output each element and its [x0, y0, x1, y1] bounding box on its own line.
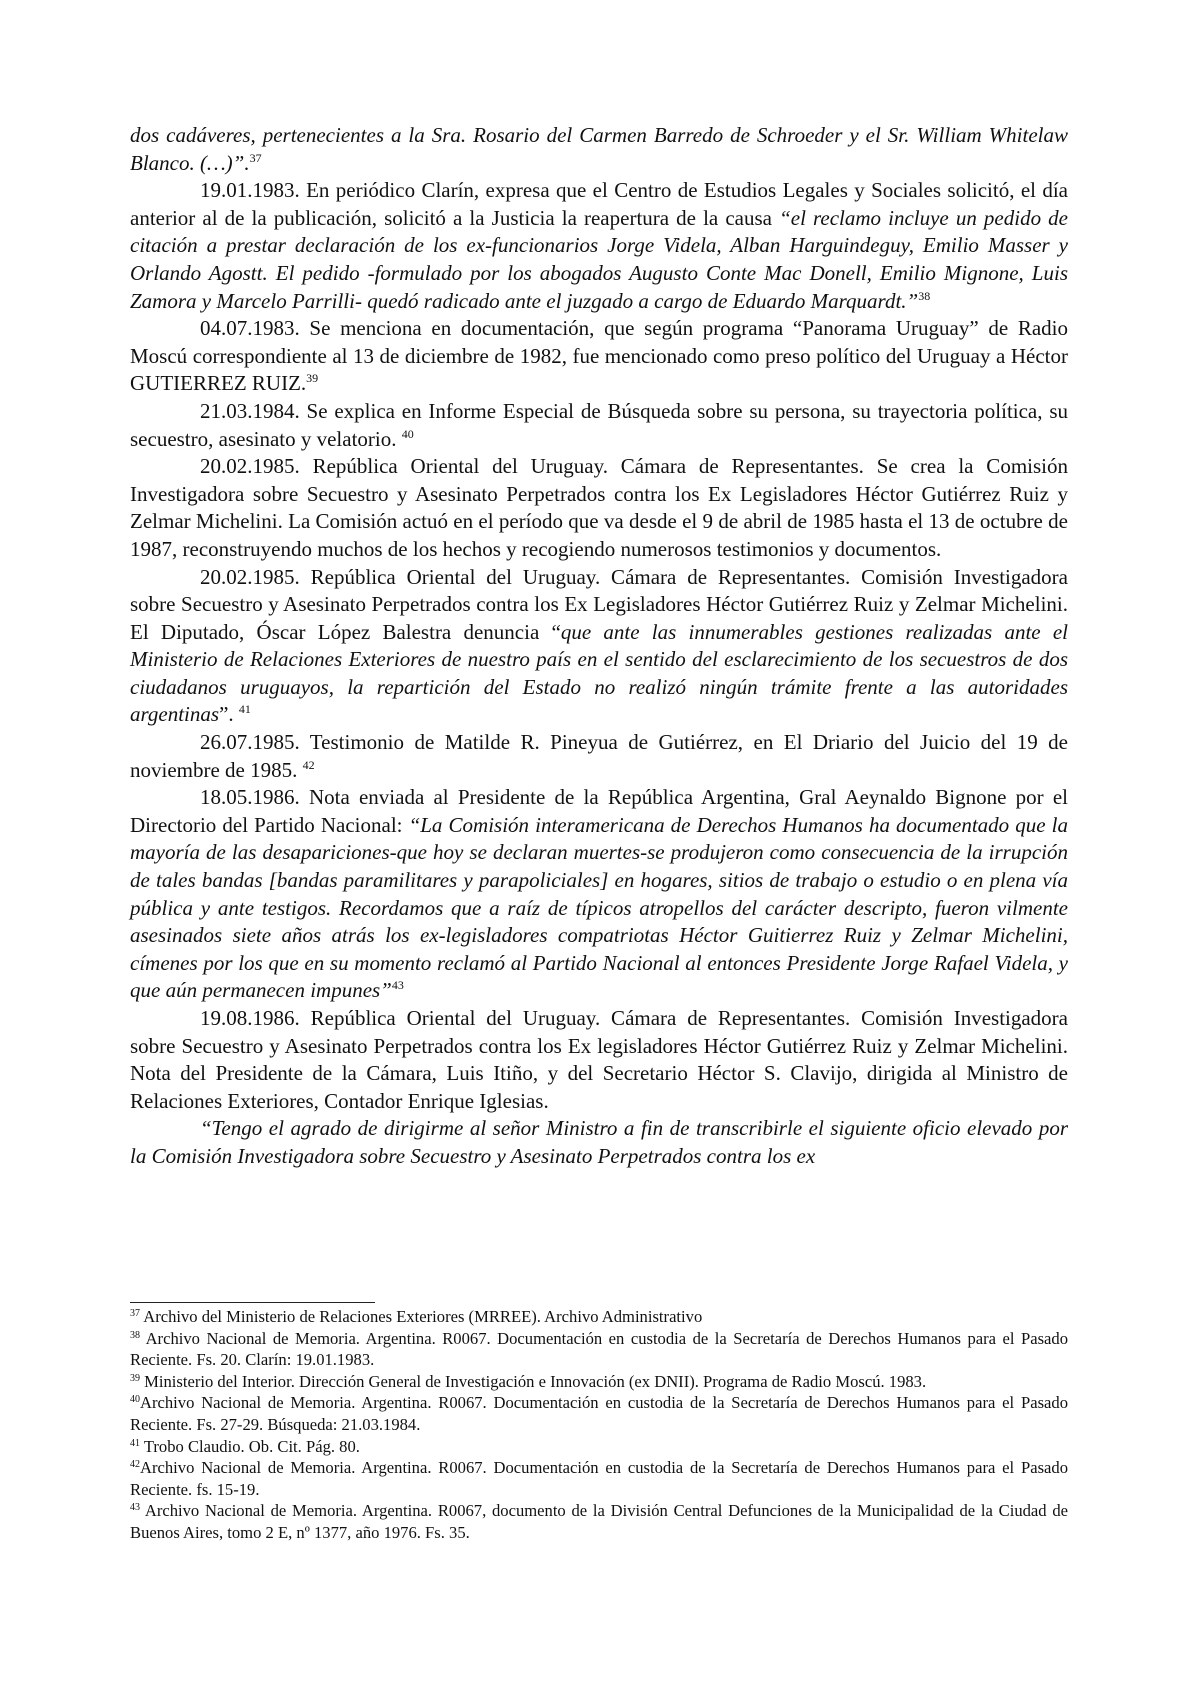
paragraph — [130, 453, 1068, 563]
footnote-number: 38 — [130, 1329, 140, 1341]
footnote-ref[interactable]: 42 — [302, 757, 315, 772]
paragraph — [130, 398, 1068, 453]
paragraph-text: 19.01.1983. En periódico Clarín, expresa que el Centro de Estudios Legales y Sociales solicitó, el día anterior al de la publicación, solicitó a la Justicia la reapertura de la causa — [130, 178, 1068, 230]
paragraph-text: 19.08.1986. República Oriental del Uruguay. Cámara de Representantes. Comisión Investigadora sobre Secuestro y Asesinato Perpetrados contra los Ex legisladores Héctor Gutiérrez Ruiz y Zelmar Michelini. Nota del Presidente de la Cámara, Luis Itiño, y del Secretario Héctor S. Clavijo, dirigida al Ministro de Relaciones Exteriores, Contador Enrique Iglesias. — [130, 1006, 1068, 1113]
paragraph-text: dos cadáveres, pertenecientes a la Sra. Rosario del Carmen Barredo de Schroeder y el Sr. William Whitelaw Blanco. (…)”. — [130, 123, 1068, 175]
paragraph-text: 20.02.1985. República Oriental del Uruguay. Cámara de Representantes. Se crea la Comisión Investigadora sobre Secuestro y Asesinato Perpetrados contra los Ex Legisladores Héctor Gutiérrez Ruiz y Zelmar Michelini. La Comisión actuó en el período que va desde el 9 de abril de 1985 hasta el 13 de octubre de 1987, reconstruyendo muchos de los hechos y recogiendo numerosos testimonios y documentos. — [130, 454, 1068, 561]
paragraph-text: 04.07.1983. Se menciona en documentación, que según programa “Panorama Uruguay” de Radio Moscú correspondiente al 13 de diciembre de 1982, fue mencionado como preso político del Uruguay a Héctor GUTIERREZ RUIZ. — [130, 316, 1068, 396]
footnote-ref[interactable]: 40 — [401, 426, 414, 441]
footnote-number: 40 — [130, 1394, 140, 1406]
paragraph — [130, 177, 1068, 315]
paragraph-text: 21.03.1984. Se explica en Informe Especial de Búsqueda sobre su persona, su trayectoria política, su secuestro, asesinato y velatorio. — [130, 398, 1068, 451]
footnote-text: Archivo del Ministerio de Relaciones Exteriores (MRREE). Archivo Administrativo — [140, 1307, 703, 1326]
footnote-text: Archivo Nacional de Memoria. Argentina. R0067, documento de la División Central Defunciones de la Municipalidad de la Ciudad de Buenos Aires, tomo 2 E, nº 1377, año 1976. Fs. 35. — [130, 1501, 1068, 1542]
paragraph-quote: “La Comisión interamericana de Derechos Humanos ha documentado que la mayoría de las desapariciones-que hoy se declaran muertes-se produjeron como consecuencia de la irrupción de tales bandas [bandas paramilitares y parapoliciales] en hogares, sitios de trabajo o estudio o en plena vía pública y ante testigos. Recordamos que a raíz de típicos atropellos del carácter descripto, fueron vilmente asesinados siete años atrás los ex-legisladores compatriotas Héctor Guitierrez Ruiz y Zelmar Michelini, címenes por los que en su momento reclamó al Partido Nacional al entonces Presidente Jorge Rafael Videla, y que aún permanecen impunes” — [130, 812, 1068, 1003]
footnote-separator — [130, 1302, 375, 1303]
footnote — [130, 1392, 1068, 1435]
footnote-ref[interactable]: 38 — [918, 288, 931, 303]
footnote-number: 43 — [130, 1502, 140, 1514]
paragraph — [130, 729, 1068, 784]
paragraph-text: 18.05.1986. Nota enviada al Presidente de la República Argentina, Gral Aeynaldo Bignone por el Directorio del Partido Nacional: — [130, 785, 1068, 837]
footnote-number: 37 — [130, 1308, 140, 1319]
footnote-text: Archivo Nacional de Memoria. Argentina. R0067. Documentación en custodia de la Secretaría de Derechos Humanos para el Pasado Reciente. Fs. 27-29. Búsqueda: 21.03.1984. — [130, 1393, 1068, 1434]
footnote — [130, 1328, 1068, 1371]
footnote — [130, 1457, 1068, 1500]
paragraph — [130, 122, 1068, 177]
paragraph-quote: que ante las innumerables gestiones realizadas ante el Ministerio de Relaciones Exteriores de nuestro país en el sentido del esclarecimiento de los secuestros de dos ciudadanos uruguayos, la repartición del Estado no realizó ningún trámite frente a las autoridades argentinas — [130, 619, 1069, 727]
footnote-number: 39 — [130, 1372, 140, 1384]
paragraph-text: 26.07.1985. Testimonio de Matilde R. Pineyua de Gutiérrez, en El Driario del Juicio del 19 de noviembre de 1985. — [130, 730, 1068, 782]
footnote-text: Archivo Nacional de Memoria. Argentina. R0067. Documentación en custodia de la Secretaría de Derechos Humanos para el Pasado Reciente. Fs. 20. Clarín: 19.01.1983. — [130, 1328, 1068, 1370]
footnote-ref[interactable]: 41 — [238, 702, 251, 717]
paragraph-text: ”. — [219, 702, 239, 727]
footnote — [130, 1436, 1068, 1458]
footnote-text: Archivo Nacional de Memoria. Argentina. R0067. Documentación en custodia de la Secretaría de Derechos Humanos para el Pasado Reciente. fs. 15-19. — [130, 1458, 1068, 1499]
footnote-ref[interactable]: 39 — [306, 371, 319, 386]
paragraph — [130, 1115, 1068, 1170]
footnote — [130, 1500, 1068, 1543]
paragraph-quote: “el reclamo incluye un pedido de citación a prestar declaración de los ex-funcionarios Jorge Videla, Alban Harguindeguy, Emilio Masser y Orlando Agostt. El pedido -formulado por los abogados Augusto Conte Mac Donell, Emilio Mignone, Luis Zamora y Marcelo Parrilli- quedó radicado ante el juzgado a cargo de Eduardo Marquardt.” — [130, 205, 1068, 313]
document-body — [130, 122, 1068, 1171]
footnote — [130, 1306, 1068, 1328]
paragraph — [130, 564, 1068, 730]
paragraph-text: 20.02.1985. República Oriental del Uruguay. Cámara de Representantes. Comisión Investigadora sobre Secuestro y Asesinato Perpetrados contra los Ex Legisladores Héctor Gutiérrez Ruiz y Zelmar Michelini. El Diputado, Óscar López Balestra denuncia “ — [130, 564, 1068, 644]
footnote-text: Trobo Claudio. Ob. Cit. Pág. 80. — [140, 1436, 360, 1456]
footnote-number: 42 — [130, 1459, 140, 1471]
paragraph — [130, 784, 1068, 1005]
footnote-number: 41 — [130, 1437, 140, 1449]
footnote — [130, 1371, 1068, 1393]
paragraph — [130, 315, 1068, 398]
footnote-ref[interactable]: 43 — [391, 978, 404, 993]
paragraph-quote: “Tengo el agrado de dirigirme al señor Ministro a fin de transcribirle el siguiente oficio elevado por la Comisión Investigadora sobre Secuestro y Asesinato Perpetrados contra los ex — [130, 1116, 1068, 1168]
footnotes — [130, 1306, 1068, 1544]
paragraph — [130, 1005, 1068, 1115]
footnote-ref[interactable]: 37 — [249, 150, 262, 165]
footnote-text: Ministerio del Interior. Dirección General de Investigación e Innovación (ex DNII). Programa de Radio Moscú. 1983. — [140, 1371, 927, 1391]
